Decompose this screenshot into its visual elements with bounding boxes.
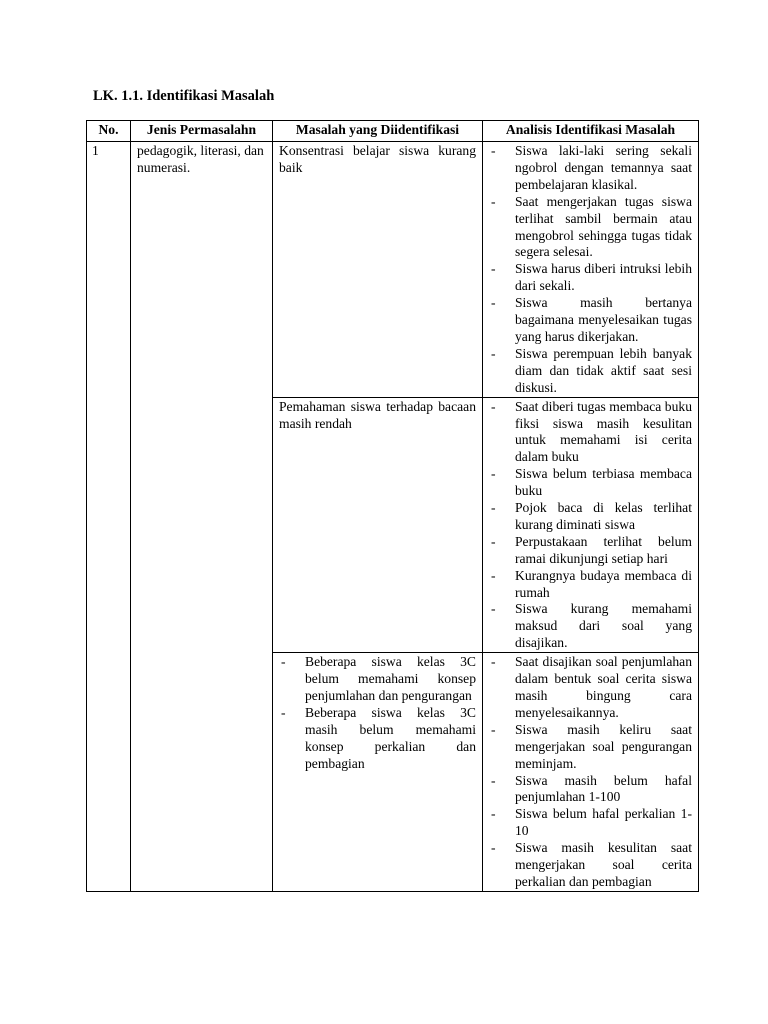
table-header-row xyxy=(87,121,699,142)
identified-problem xyxy=(273,142,483,398)
list-item: - Siswa belum terbiasa membaca buku xyxy=(489,466,692,500)
problem-text: Pemahaman siswa terhadap bacaan masih rendah xyxy=(279,398,476,431)
list-item: - Siswa masih belum hafal penjumlahan 1-100 xyxy=(489,773,692,807)
list-item: - Beberapa siswa kelas 3C masih belum memahami konsep perkalian dan pembagian xyxy=(279,705,476,773)
list-item: - Siswa laki-laki sering sekali ngobrol dengan temannya saat pembelajaran klasikal. xyxy=(489,143,692,194)
list-item: - Beberapa siswa kelas 3C belum memahami konsep penjumlahan dan pengurangan xyxy=(279,654,476,705)
list-item: - Kurangnya budaya membaca di rumah xyxy=(489,568,692,602)
table-row xyxy=(87,142,699,398)
identified-problem xyxy=(273,397,483,653)
header-no: No. xyxy=(87,121,131,142)
header-jenis: Jenis Permasalahn xyxy=(131,121,273,142)
header-masalah: Masalah yang Diidentifikasi xyxy=(273,121,483,142)
list-item: - Pojok baca di kelas terlihat kurang diminati siswa xyxy=(489,500,692,534)
list-item: - Siswa masih kesulitan saat mengerjakan soal cerita perkalian dan pembagian xyxy=(489,840,692,891)
analysis-list xyxy=(489,143,692,397)
list-item: - Perpustakaan terlihat belum ramai dikunjungi setiap hari xyxy=(489,534,692,568)
analysis-cell xyxy=(483,142,699,398)
list-item: - Siswa masih bertanya bagaimana menyelesaikan tugas yang harus dikerjakan. xyxy=(489,295,692,346)
identification-table xyxy=(86,120,699,892)
list-item: - Siswa perempuan lebih banyak diam dan tidak aktif saat sesi diskusi. xyxy=(489,346,692,397)
list-item: - Saat disajikan soal penjumlahan dalam bentuk soal cerita siswa masih bingung cara menyelesaikannya. xyxy=(489,654,692,722)
analysis-list xyxy=(489,399,692,653)
list-item: - Siswa masih keliru saat mengerjakan soal pengurangan meminjam. xyxy=(489,722,692,773)
problem-type: pedagogik, literasi, dan numerasi. xyxy=(131,142,273,892)
identified-problem xyxy=(273,653,483,892)
list-item: - Siswa belum hafal perkalian 1-10 xyxy=(489,806,692,840)
header-analisis: Analisis Identifikasi Masalah xyxy=(483,121,699,142)
list-item: - Saat diberi tugas membaca buku fiksi siswa masih kesulitan untuk memahami isi cerita dalam buku xyxy=(489,399,692,467)
analysis-list xyxy=(489,654,692,891)
list-item: - Siswa harus diberi intruksi lebih dari sekali. xyxy=(489,261,692,295)
page-title: LK. 1.1. Identifikasi Masalah xyxy=(93,88,275,104)
problem-text: Konsentrasi belajar siswa kurang baik xyxy=(279,143,476,175)
list-item: - Siswa kurang memahami maksud dari soal yang disajikan. xyxy=(489,601,692,652)
analysis-cell xyxy=(483,653,699,892)
problem-list xyxy=(279,654,476,772)
analysis-cell xyxy=(483,397,699,653)
row-number: 1 xyxy=(87,142,131,892)
list-item: - Saat mengerjakan tugas siswa terlihat sambil bermain atau mengobrol sehingga tugas tidak segera selesai. xyxy=(489,194,692,262)
